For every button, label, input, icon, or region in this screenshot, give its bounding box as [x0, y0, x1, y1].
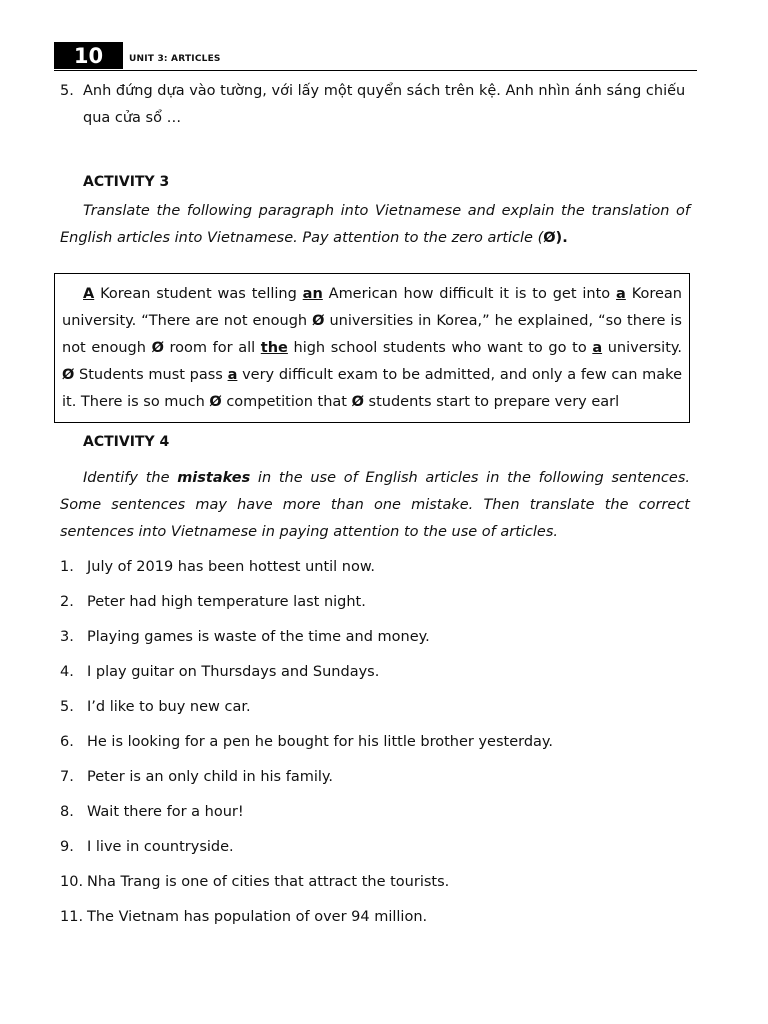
passage-text: universities in Korea,” he explained, “so there is not enough [62, 313, 682, 356]
passage-text: competition that [221, 394, 352, 410]
page-number: 10 [54, 42, 123, 69]
item-text: I’d like to buy new car. [87, 699, 251, 715]
instruction-text: Identify the [83, 470, 178, 486]
list-item [60, 694, 690, 729]
item-number: 4. [60, 664, 74, 680]
zero-article: Ø [312, 313, 325, 329]
item-number: 8. [60, 804, 74, 820]
item-number: 6. [60, 734, 74, 750]
article: the [260, 340, 288, 356]
item-number: 1. [60, 559, 74, 575]
activity4-instruction [60, 465, 690, 546]
unit-title: UNIT 3: ARTICLES [129, 54, 221, 64]
activity3-title: ACTIVITY 3 [83, 174, 170, 190]
activity4-sentence-list [60, 554, 690, 939]
item-text: July of 2019 has been hottest until now. [87, 559, 375, 575]
item-text: Nha Trang is one of cities that attract the tourists. [87, 874, 450, 890]
item-number: 7. [60, 769, 74, 785]
zero-article: Ø [62, 367, 75, 383]
passage-text: Students must pass [74, 367, 228, 383]
passage-text: high school students who want to go to [287, 340, 593, 356]
item-text: I live in countryside. [87, 839, 234, 855]
zero-article: Ø [351, 394, 364, 410]
article: a [616, 286, 626, 302]
item-number: 10. [60, 874, 84, 890]
item-text: Peter is an only child in his family. [87, 769, 334, 785]
item-text: Peter had high temperature last night. [87, 594, 366, 610]
list-item [60, 659, 690, 694]
item-text: The Vietnam has population of over 94 million. [87, 909, 428, 925]
list-item [60, 78, 690, 132]
item-text: He is looking for a pen he bought for his little brother yesterday. [87, 734, 554, 750]
passage-text: American how difficult it is to get into [322, 286, 617, 302]
passage-text: students start to prepare very earl [363, 394, 620, 410]
list-item [60, 869, 690, 904]
item-number: 2. [60, 594, 74, 610]
zero-article: Ø [151, 340, 164, 356]
passage-text: Korean student was telling [94, 286, 303, 302]
instruction-text: Translate the following paragraph into Vietnamese and explain the translation of English articles into Vietnamese. Pay attention to the zero article ( [60, 203, 690, 246]
instruction-text: in the use of English articles in the following sentences. Some sentences may have more than one mistake. Then translate the correct sentences into Vietnamese in paying attention to the use of articles. [60, 470, 690, 540]
page-header [54, 42, 697, 71]
list-item [60, 729, 690, 764]
item-text: Wait there for a hour! [87, 804, 244, 820]
item-number: 5. [60, 83, 74, 99]
passage-text: Korean university. “There are not enough [62, 286, 682, 329]
list-item [60, 624, 690, 659]
article: a [592, 340, 603, 356]
passage-text: university. [602, 340, 682, 356]
item-number: 5. [60, 699, 74, 715]
zero-article: Ø [209, 394, 222, 410]
activity4-title: ACTIVITY 4 [83, 434, 170, 450]
list-item [60, 764, 690, 799]
item-text: I play guitar on Thursdays and Sundays. [87, 664, 380, 680]
item-text: Playing games is waste of the time and money. [87, 629, 430, 645]
item-number: 9. [60, 839, 74, 855]
list-item [60, 834, 690, 869]
item-text: Anh đứng dựa vào tường, với lấy một quyển sách trên kệ. Anh nhìn ánh sáng chiếu qua cửa sổ … [83, 83, 686, 126]
article: A [83, 286, 95, 302]
instruction-emphasis: mistakes [177, 470, 251, 486]
activity3-instruction [60, 198, 690, 252]
item-number: 3. [60, 629, 74, 645]
passage-text: room for all [163, 340, 261, 356]
article: a [227, 367, 238, 383]
activity3-passage-box [54, 273, 690, 423]
zero-article-symbol: Ø). [543, 230, 568, 246]
article: an [302, 286, 323, 302]
item-number: 11. [60, 909, 84, 925]
list-item [60, 904, 690, 939]
passage-text: very difficult exam to be admitted, and only a few can make it. There is so much [62, 367, 682, 410]
list-item [60, 554, 690, 589]
list-item [60, 589, 690, 624]
list-item [60, 799, 690, 834]
upper-content [60, 78, 690, 252]
